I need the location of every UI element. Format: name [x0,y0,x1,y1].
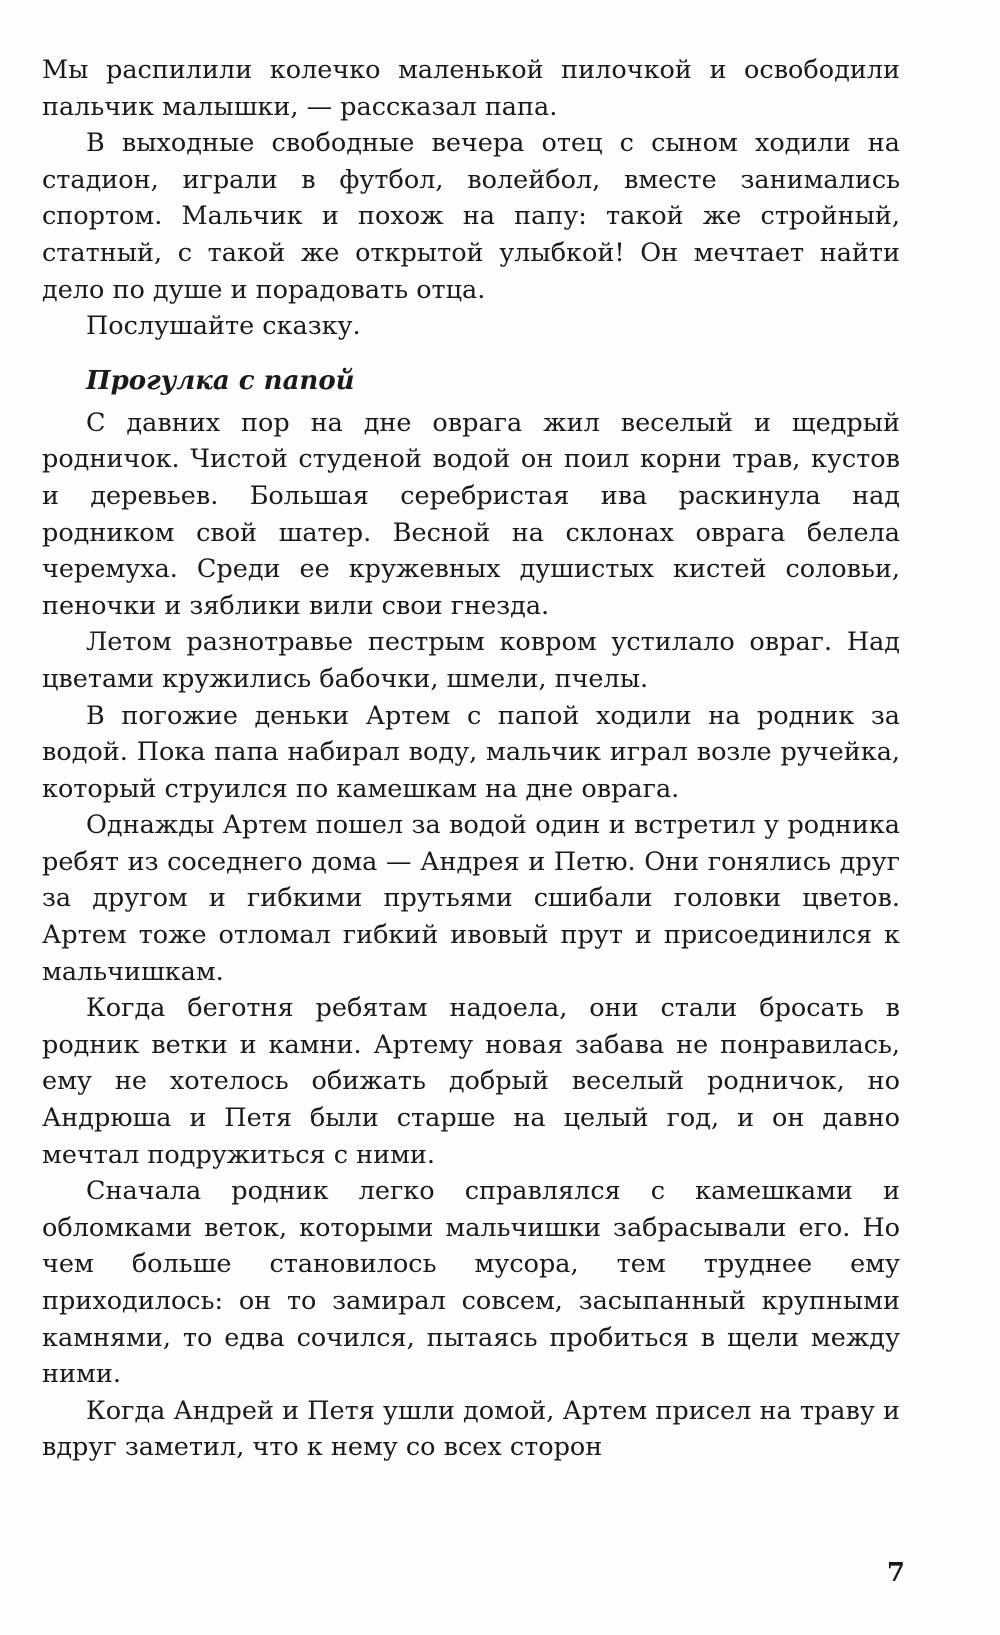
paragraph-continuation: Мы распилили колечко маленькой пилочкой и освободили пальчик малышки, — рассказал папа. [42,55,900,122]
story-title: Прогулка с папой [86,365,355,396]
page-text [42,52,900,1466]
page-number: 7 [886,1558,905,1588]
story-paragraph: В погожие деньки Артем с папой ходили на родник за водой. Пока папа набирал воду, мальчик играл возле ручейка, который струился по камешкам на дне оврага. [42,700,900,804]
story-paragraph: Когда Андрей и Петя ушли домой, Артем присел на траву и вдруг заметил, что к нему со всех сторон [42,1395,900,1463]
story-paragraph: С давних пор на дне оврага жил веселый и щедрый родничок. Чистой студеной водой он поил корни трав, кустов и деревьев. Большая серебристая ива раскинула над родником свой шатер. Весной на склонах оврага белела черемуха. Среди ее кружевных душистых кистей соловьи, пеночки и зяблики вили свои гнезда. [42,407,900,621]
story-paragraph: Однажды Артем пошел за водой один и встретил у родника ребят из соседнего дома — Андрея и Петю. Они гонялись друг за другом и гибкими прутьями сшибали головки цветов. Артем тоже отломал гибкий ивовый прут и присоединился к мальчишкам. [42,810,900,987]
paragraph: Послушайте сказку. [86,311,361,342]
story-paragraph: Когда беготня ребятам надоела, они стали бросать в родник ветки и камни. Артему новая забава не понравилась, ему не хотелось обижать добрый веселый родничок, но Андрюша и Петя были старше на целый год, и он давно мечтал подружиться с ними. [42,993,900,1170]
story-paragraph: Летом разнотравье пестрым ковром устилало овраг. Над цветами кружились бабочки, шмели, пчелы. [42,627,900,694]
paragraph: В выходные свободные вечера отец с сыном ходили на стадион, играли в футбол, волейбол, вместе занимались спортом. Мальчик и похож на папу: такой же стройный, статный, с такой же открытой улыбкой! Он мечтает найти дело по душе и порадовать отца. [42,128,900,305]
story-paragraph: Сначала родник легко справлялся с камешками и обломками веток, которыми мальчишки забрасывали его. Но чем больше становилось мусора, тем труднее ему приходилось: он то замирал совсем, засыпанный крупными камнями, то едва сочился, пытаясь пробиться в щели между ними. [42,1176,900,1390]
